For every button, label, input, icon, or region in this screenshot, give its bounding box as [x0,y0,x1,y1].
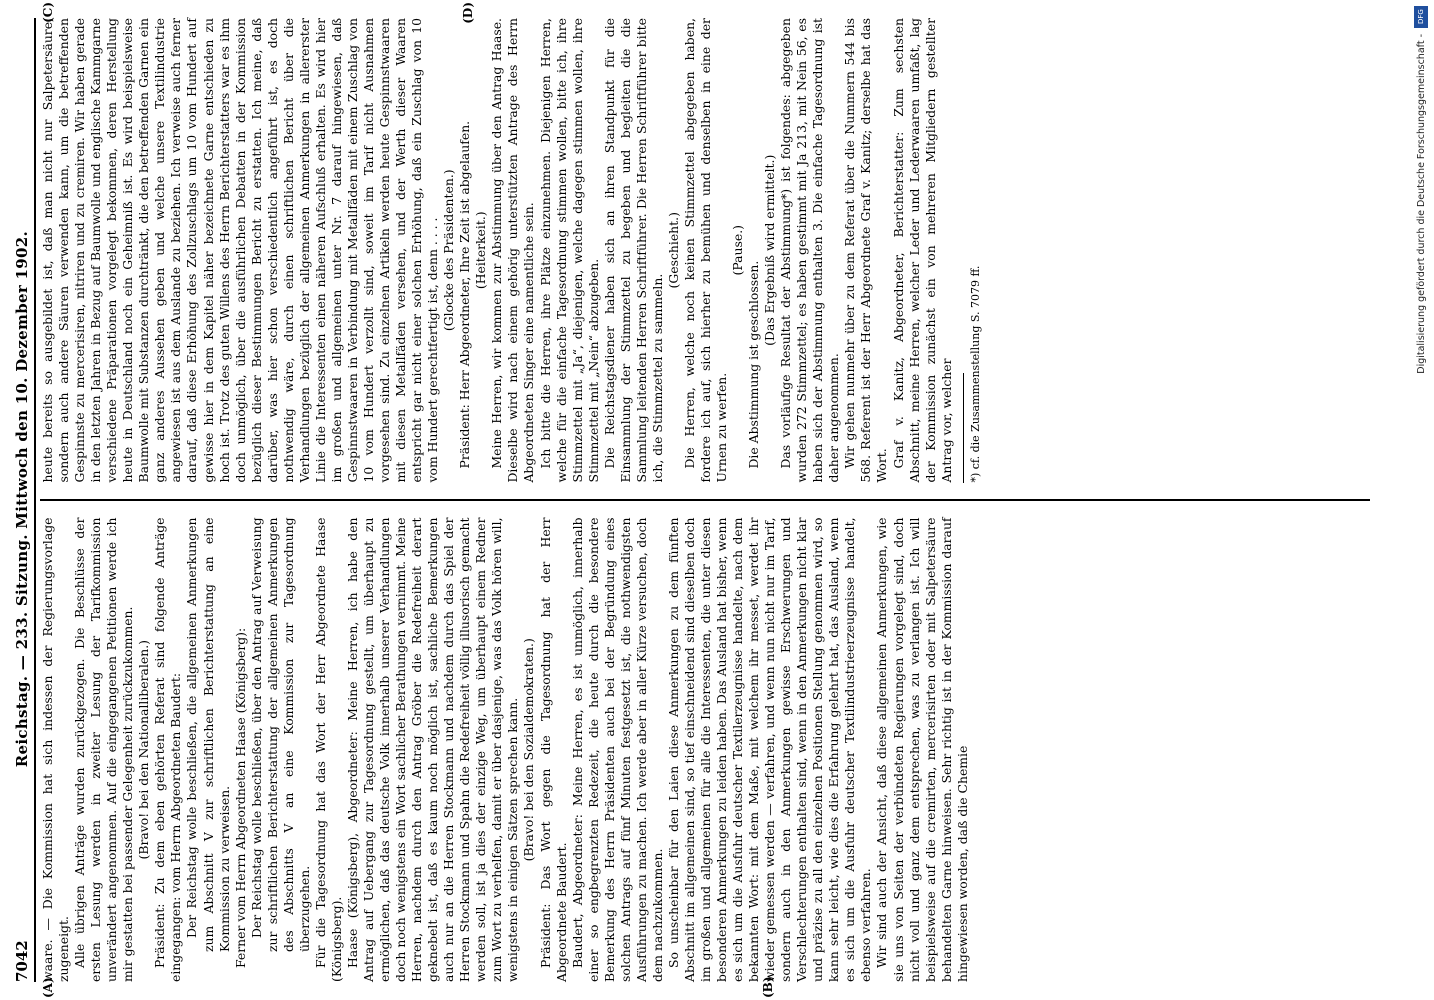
paragraph: Alle übrigen Anträge wurden zurückgezogen. Die Beschlüsse der ersten Lesung werden in zweiter Lesung der Tarifkommission unverändert angenommen. Auf die eingegangenen Petitionen werde ich mir gestatten bei passender Gelegenheit zurückzukommen. [72,517,136,982]
paragraph: Ferner vom Herrn Abgeordneten Haase (Königsberg): [232,627,248,968]
running-title: Reichstag. — 233. Sitzung. Mittwoch den 10. Dezember 1902. [13,230,31,768]
speech-paragraph: Haase (Königsberg), Abgeordneter: Meine Herren, ich habe den Antrag auf Uebergang zur Tagesordnung gestellt, um überhaupt zu ermöglichen, daß das deutsche Volk innerhalb unserer Verhandlungen doch noch wenigstens ein Wort sachlicher Berathungen vernimmt. Meine Herren, nachdem durch den Antrag Gröber die Redefreiheit derart geknebelt ist, daß es kaum noch möglich ist, sachliche Bemerkungen auch nur an die Herren Stockmann und nachdem durch das Spiel der Herren Stockmann und Spahn die Redefreiheit völlig illusorisch gemacht werden soll, ist ja dies der einzige Weg, um überhaupt einem Redner zum Wort zu verhelfen, damit er über dasjenige, was das Volk hören will, wenigstens in einigen Sätzen sprechen kann. [344,517,521,982]
column-divider [40,499,1370,502]
paragraph: Wir gehen nunmehr über zu dem Referat über die Nummern 544 bis 568. Referent ist der Herr Abgeordnete Graf v. Kanitz; derselbe hat das Wort. [842,18,890,483]
speech-paragraph: Graf v. Kanitz, Abgeordneter, Berichterstatter: Zum sechsten Abschnitt, meine Herren, welcher Leder und Lederwaaren umfaßt, lag der Kommission zunächst ein von mehreren Mitgliedern gestellter Antrag vor, welcher [890,18,954,483]
interjection: (Bravo! bei den Sozialdemokraten.) [521,638,537,862]
watermark-strip [1410,6,1432,994]
paragraph: Für die Tagesordnung hat das Wort der Herr Abgeordnete Haase (Königsberg). [312,517,344,982]
interjection: (Glocke des Präsidenten.) [441,169,457,332]
interjection: (Bravo! bei den Nationalliberalen.) [136,640,152,860]
motion-text: Der Reichstag wolle beschließen, die allgemeinen Anmerkungen zum Abschnitt V zur schriftlichen Berichterstattung an eine Kommission zu verweisen. [184,517,232,952]
paragraph: Die Abstimmung ist geschlossen. [746,260,762,469]
right-column [40,2,1370,483]
paragraph: Präsident: Das Wort gegen die Tagesordnung hat der Herr Abgeordnete Baudert. [537,517,569,982]
margin-mark-d: (D) [461,2,476,24]
watermark-text: Digitalisierung gefördert durch die Deutsche Forschungsgemeinschaft - [1415,34,1427,374]
paragraph: waare. — Die Kommission hat sich indessen der Regierungsvorlage zugeneigt. [40,517,72,982]
interjection: (Pause.) [730,225,746,276]
paragraph: Die Herren, welche noch keinen Stimmzettel abgegeben haben, fordere ich auf, sich hierher zu bemühen und denselben in eine der Urnen zu werfen. [681,18,730,483]
paragraph: Präsident: Zu dem eben gehörten Referat sind folgende Anträge eingegangen: vom Herrn Abgeordneten Baudert: [152,517,184,982]
page-number: 7042 [13,940,31,982]
paragraph: Die Reichstagsdiener haben sich an ihren Standpunkt für die Einsammlung der Stimmzettel zu begeben und begleiten die die Sammlung leitenden Herren Schriftführer. Die Herren Schriftführer bitte ich, die Stimmzettel zu sammeln. [601,18,665,483]
speech-paragraph: So unscheinbar für den Laien diese Anmerkungen zu dem fünften Abschnitt im allgemeinen sind, so tief einschneidend sind dieselben doch im großen und allgemeinen für alle die Interessenten, die unter diesen besonderen Anmerkungen zu leiden haben. Das Ausland hat bisher, wenn es sich um die Ausfuhr deutscher Textilerzeugnisse handelte, nach dem bekannten Wort: mit dem Maße, mit welchem ihr messet, werdet ihr wieder gemessen werden — verfahren, und wenn nun nicht nur im Tarif, sondern auch in den Anmerkungen gewisse Erschwerungen und Verschlechterungen enthalten sind, wenn in den Anmerkungen nicht klar und präzise zu all den einzelnen Positionen Stellung genommen wird, so kann sehr leicht, wie dies die Erfahrung gelehrt hat, das Ausland, wenn es sich um die Ausfuhr deutscher Textilindustrieerzeugnisse handelt, ebenso verfahren. [665,517,874,982]
margin-mark-c: (C) [41,2,56,23]
margin-mark-a: (A) [41,977,56,998]
motion-text: Der Reichstag wolle beschließen, über den Antrag auf Verweisung zur schriftlichen Berichterstattung der allgemeinen Anmerkungen des Abschnitts V an eine Kommission zur Tagesordnung überzugehen. [248,517,312,952]
paragraph: Das vorläufige Resultat der Abstimmung*) ist folgendes: abgegeben wurden 272 Stimmzettel; es haben gestimmt mit Ja 213, mit Nein 56, es haben sich der Abstimmung enthalten 3. Die einfache Tagesordnung ist daher angenommen. [778,18,842,483]
speech-paragraph: Wir sind auch der Ansicht, daß diese allgemeinen Anmerkungen, wie sie uns von Seiten der verbündeten Regierungen vorgelegt sind, doch nicht voll und ganz dem entsprechen, was zu verlangen ist. Ich will beispielsweise auf die cremirten, mercerisirten oder mit Salpetersäure behandelten Garne hinweisen. Sehr richtig ist in der Kommission darauf hingewiesen worden, daß die Chemie [874,517,970,982]
margin-mark-b: (B) [761,976,776,998]
paragraph: Ich bitte die Herren, ihre Plätze einzunehmen. Diejenigen Herren, welche für die einfache Tagesordnung stimmen wollen, bitte ich, ihre Stimmzettel mit „Ja“, diejenigen, welche dagegen stimmen wollen, ihre Stimmzettel mit „Nein“ abzugeben. [537,18,601,483]
speech-paragraph: heute bereits so ausgebildet ist, daß man nicht nur Salpetersäure, sondern auch andere Säuren verwenden kann, um die betreffenden Gespinnste zu mercerisiren, nitriren und zu cremiren. Wir haben gerade in den letzten Jahren in Bezug auf Baumwolle und englische Kammgarne verschiedene Präparationen vorgelegt bekommen, deren Herstellung heute in Deutschland noch ein Geheimniß ist. Es wird beispielsweise Baumwolle mit Substanzen durchtränkt, die den betreffenden Garnen ein ganz anderes Aussehen geben und welche unsere Textilindustrie angewiesen ist aus dem Auslande zu beziehen. Ich verweise auch ferner darauf, daß diese Erhöhung des Zollzuschlags um 10 vom Hundert auf gewisse hier in dem Kapitel näher bezeichnete Garne entschieden zu hoch ist. Trotz des guten Willens des Herrn Berichterstatters war es ihm doch unmöglich, über die ausführlichen Debatten in der Kommission bezüglich dieser Bestimmungen Bericht zu erstatten. Ich meine, daß darüber, was hier schon verschiedentlich angeführt ist, es doch nothwendig wäre, durch einen schriftlichen Bericht über die Verhandlungen bezüglich der allgemeinen Anmerkungen in allererster Linie die Interessenten einen näheren Aufschluß erhalten. Es wird hier im großen und allgemeinen unter Nr. 7 darauf hingewiesen, daß Gespinnstwaaren in Verbindung mit Metallfäden mit einem Zuschlag von 10 vom Hundert verzollt sind, soweit im Tarif nicht Ausnahmen vorgesehen sind. Zu einzelnen Artikeln werden heute Gespinnstwaaren mit diesen Metallfäden versehen, und der Werth dieser Waaren entspricht gar nicht einer solchen Erhöhung, daß ein Zuschlag von 10 vom Hundert gerechtfertigt ist, denn . . . . [40,18,441,483]
footnote-rule [963,373,964,483]
dfg-logo-icon: DFG [1414,6,1428,28]
paragraph: Meine Herren, wir kommen zur Abstimmung über den Antrag Haase. Dieselbe wird nach einem gehörig unterstützten Antrage des Herrn Abgeordneten Singer eine namentliche sein. [489,18,537,483]
left-column [40,517,1370,998]
page-header [14,18,36,982]
interjection: (Das Ergebniß wird ermittelt.) [762,154,778,346]
interjection: (Heiterkeit.) [473,211,489,290]
speech-paragraph: Baudert, Abgeordneter: Meine Herren, es ist unmöglich, innerhalb einer so engbegrenzten Redezeit, die heute durch die besondere Bemerkung des Herrn Präsidenten auch bei der Begründung eines solchen Antrags auf fünf Minuten festgesetzt ist, die nothwendigsten Ausführungen zu machen. Ich werde aber in aller Kürze versuchen, doch dem nachzukommen. [569,517,665,982]
interjection: (Geschieht.) [665,212,681,289]
paragraph: Präsident: Herr Abgeordneter, Ihre Zeit ist abgelaufen. [457,120,473,469]
footnote: *) cf. die Zusammenstellung S. 7079 ff. [968,265,982,483]
